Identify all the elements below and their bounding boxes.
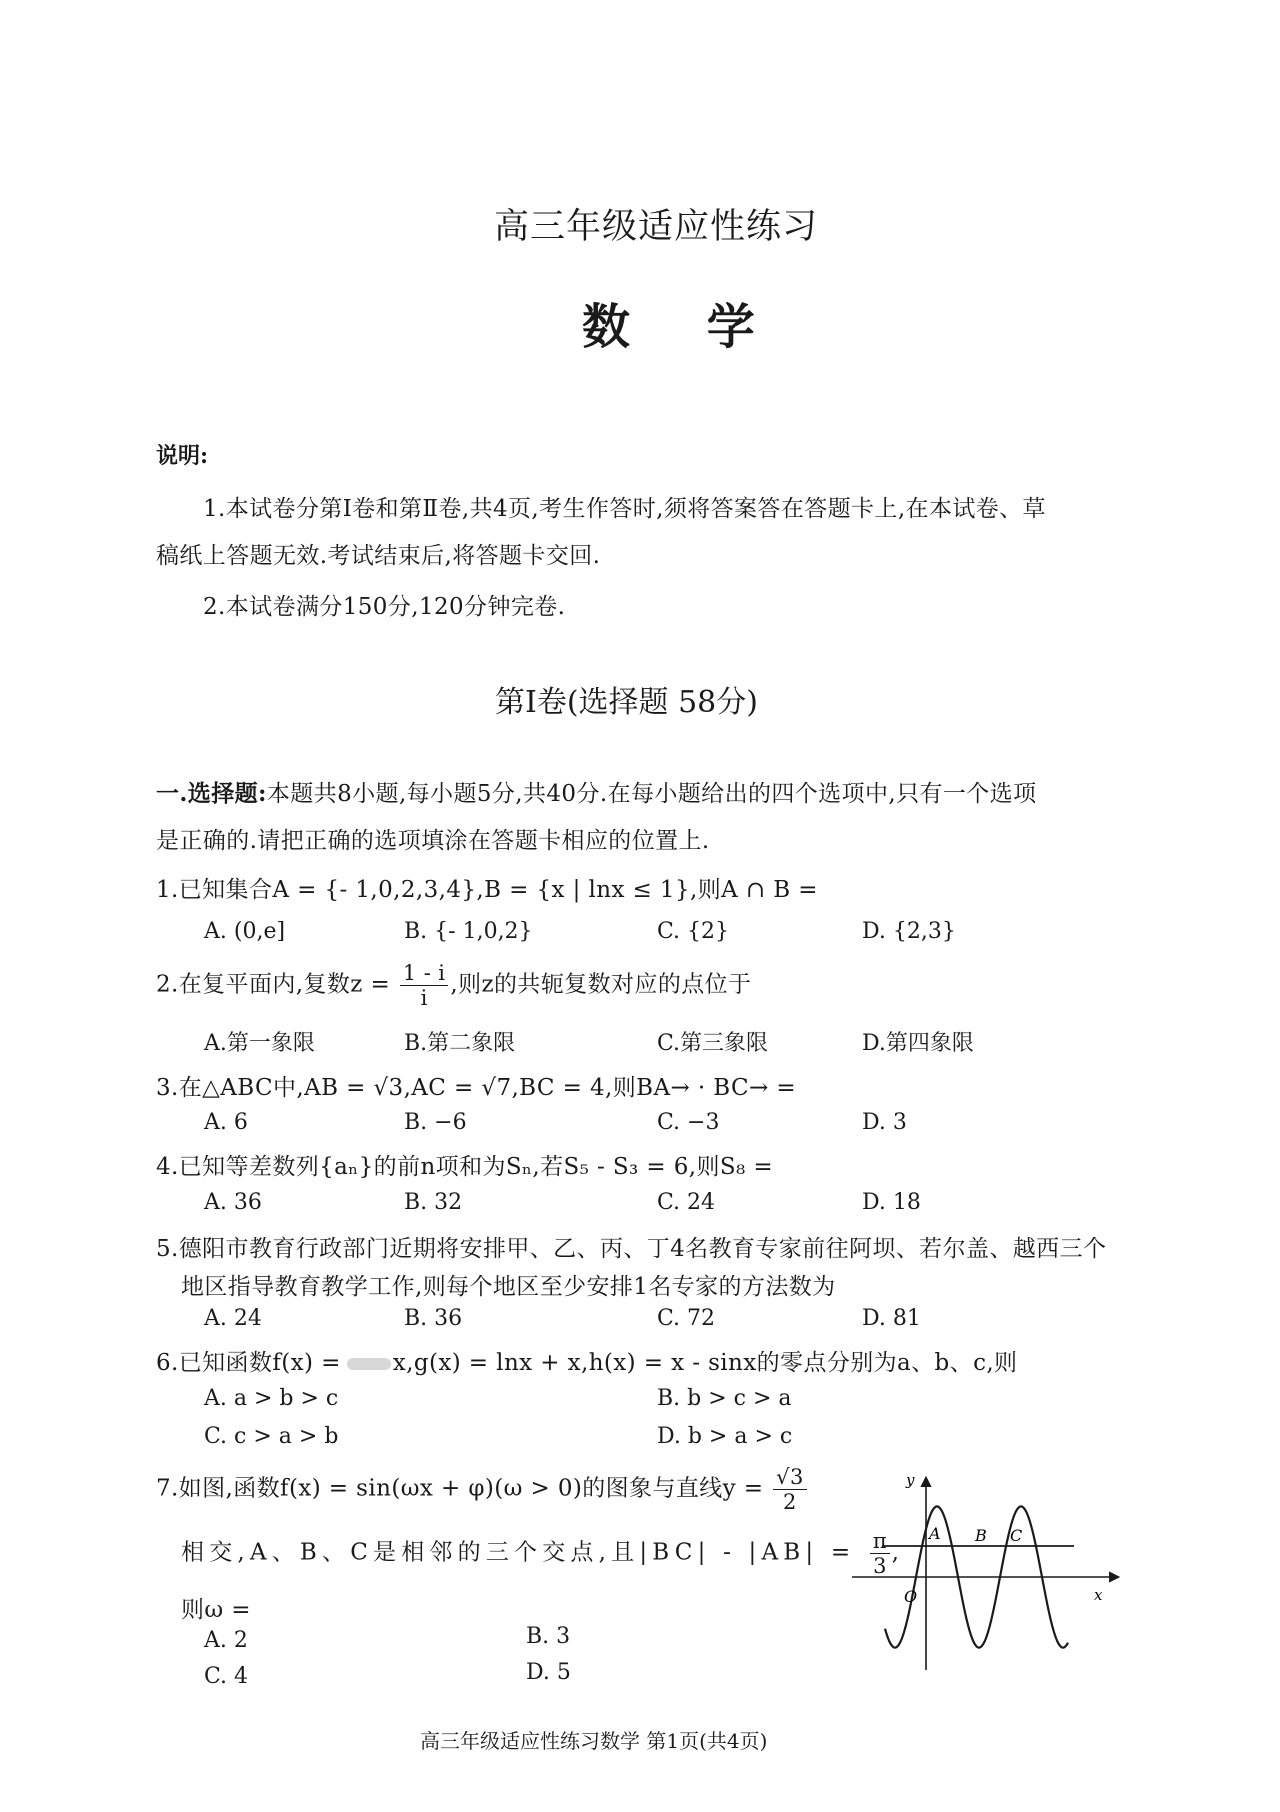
q2-frac-den: i: [420, 986, 428, 1011]
q1-option-d: D. {2,3}: [862, 919, 956, 944]
q1-stem: 1.已知集合A = {- 1,0,2,3,4},B = {x | lnx ≤ 1},则A ∩ B =: [156, 877, 818, 903]
x-axis-label: x: [1094, 1586, 1103, 1604]
q7-frac2-num: π: [870, 1530, 890, 1554]
q7-frac1-den: 2: [783, 1490, 797, 1515]
q4-option-a: A. 36: [204, 1190, 262, 1215]
q7-fraction-1: [773, 1466, 807, 1513]
notes-line2: 2.本试卷满分150分,120分钟完卷.: [203, 594, 566, 620]
page-footer: 高三年级适应性练习数学 第1页(共4页): [420, 1729, 768, 1753]
point-b-label: B: [975, 1526, 987, 1545]
q5-option-a: A. 24: [204, 1306, 262, 1331]
part1-label: 一.选择题:: [156, 780, 267, 807]
q7-stem-c: 则ω =: [181, 1597, 251, 1623]
part1-intro-b: 是正确的.请把正确的选项填涂在答题卡相应的位置上.: [156, 828, 710, 854]
exam-title: 高三年级适应性练习: [494, 207, 819, 247]
q2-option-a: A.第一象限: [204, 1031, 315, 1056]
q7-stem-line2: [181, 1530, 904, 1577]
point-a-label: A: [929, 1524, 941, 1543]
q5-stem-b: 地区指导教育教学工作,则每个地区至少安排1名专家的方法数为: [181, 1274, 836, 1300]
q7-option-c: C. 4: [204, 1664, 249, 1689]
origin-label: O: [904, 1587, 918, 1606]
q6-stem: [156, 1344, 1017, 1377]
q3-option-d: D. 3: [862, 1110, 907, 1135]
part1-intro-a: [156, 775, 1036, 808]
q6-option-d: D. b > a > c: [657, 1424, 793, 1449]
q7-option-d: D. 5: [526, 1660, 571, 1685]
q2-frac-num: 1 - i: [400, 962, 449, 986]
q4-option-b: B. 32: [404, 1190, 463, 1215]
subject-title: 数 学: [582, 299, 785, 355]
y-axis-label: y: [906, 1471, 915, 1489]
q2-stem-b: ,则z的共轭复数对应的点位于: [450, 971, 752, 998]
q7-stem-line1: [156, 1466, 809, 1513]
q2-option-b: B.第二象限: [404, 1031, 516, 1056]
q7-stem-b-end: ,: [891, 1539, 905, 1566]
q3-option-c: C. −3: [657, 1110, 720, 1135]
q1-option-a: A. (0,e]: [204, 919, 286, 944]
q6-option-a: A. a > b > c: [204, 1386, 339, 1411]
notes-line1b: 稿纸上答题无效.考试结束后,将答题卡交回.: [156, 543, 601, 569]
q7-stem-b: 相交,A、B、C是相邻的三个交点,且|BC| - |AB| =: [181, 1539, 856, 1566]
q5-stem-a: 5.德阳市教育行政部门近期将安排甲、乙、丙、丁4名教育专家前往阿坝、若尔盖、越西三个: [156, 1236, 1107, 1262]
q5-option-b: B. 36: [404, 1306, 463, 1331]
smudged-expression: [347, 1358, 391, 1370]
q4-option-d: D. 18: [862, 1190, 921, 1215]
q5-option-c: C. 72: [657, 1306, 716, 1331]
q6-option-c: C. c > a > b: [204, 1424, 339, 1449]
q6-stem-a: 6.已知函数f(x) =: [156, 1350, 341, 1376]
section-title: 第I卷(选择题 58分): [495, 685, 758, 720]
q2-fraction: [400, 962, 449, 1009]
q7-stem-a: 7.如图,函数f(x) = sin(ωx + φ)(ω > 0)的图象与直线y =: [156, 1475, 764, 1502]
q1-option-b: B. {- 1,0,2}: [404, 919, 533, 944]
q5-option-d: D. 81: [862, 1306, 921, 1331]
q7-option-b: B. 3: [526, 1624, 571, 1649]
q3-option-b: B. −6: [404, 1110, 467, 1135]
point-c-label: C: [1010, 1526, 1023, 1545]
part1-intro-text: 本题共8小题,每小题5分,共40分.在每小题给出的四个选项中,只有一个选项: [266, 781, 1037, 807]
q2-option-d: D.第四象限: [862, 1031, 974, 1056]
q7-frac1-num: √3: [773, 1466, 807, 1490]
q7-option-a: A. 2: [204, 1628, 248, 1653]
q2-stem: [156, 962, 751, 1009]
q4-stem: 4.已知等差数列{aₙ}的前n项和为Sₙ,若S₅ - S₃ = 6,则S₈ =: [156, 1154, 774, 1180]
q1-option-c: C. {2}: [657, 919, 730, 944]
q3-stem: 3.在△ABC中,AB = √3,AC = √7,BC = 4,则BA→ · BC→ =: [156, 1075, 797, 1101]
notes-label: 说明:: [156, 443, 209, 469]
q7-frac2-den: 3: [873, 1554, 887, 1579]
q4-option-c: C. 24: [657, 1190, 716, 1215]
q2-option-c: C.第三象限: [657, 1031, 769, 1056]
q7-sine-graph: [840, 1460, 1130, 1675]
q2-stem-a: 2.在复平面内,复数z =: [156, 971, 391, 998]
q6-stem-b: x,g(x) = lnx + x,h(x) = x - sinx的零点分别为a、b、c,则: [392, 1350, 1018, 1376]
notes-line1a: 1.本试卷分第Ⅰ卷和第Ⅱ卷,共4页,考生作答时,须将答案答在答题卡上,在本试卷、草: [203, 496, 1046, 522]
q6-option-b: B. b > c > a: [657, 1386, 792, 1411]
q3-option-a: A. 6: [204, 1110, 248, 1135]
